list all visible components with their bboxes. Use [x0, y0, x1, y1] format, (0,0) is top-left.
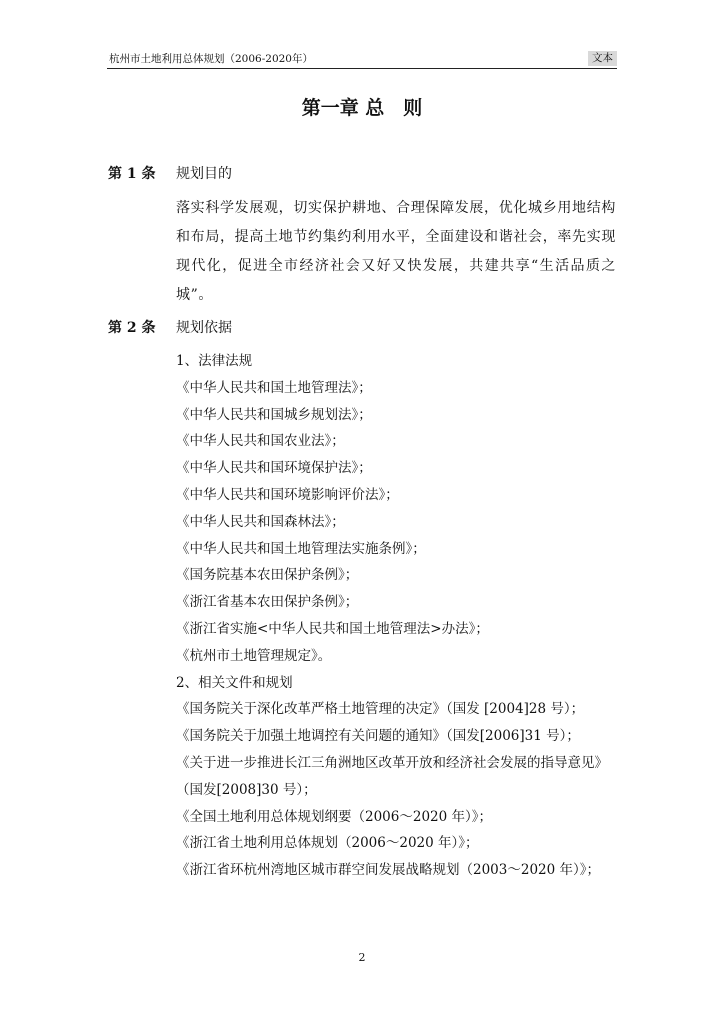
article-2-title: 规划依据 [176, 320, 232, 336]
running-header [107, 52, 617, 69]
page-number: 2 [358, 951, 366, 964]
list-item: 《国务院关于深化改革严格土地管理的决定》（国发 [2004]28 号）； [176, 701, 585, 718]
list-item: 《中华人民共和国环境影响评价法》； [176, 486, 399, 503]
list-item: 《中华人民共和国土地管理法》； [176, 379, 372, 396]
list-item: 2、相关文件和规划 [176, 674, 293, 691]
list-item: 《关于进一步推进长江三角洲地区改革开放和经济社会发展的指导意见》（国发[2008]30 号）； [176, 754, 608, 798]
article-1-paragraph: 落实科学发展观，切实保护耕地、合理保障发展，优化城乡用地结构和布局，提高土地节约集约利用水平，全面建设和谐社会，率先实现现代化，促进全市经济社会又好又快发展，共建共享“生活品质之城”。 [176, 200, 616, 303]
list-item: 1、法律法规 [176, 353, 253, 369]
article-1-title: 规划目的 [176, 166, 232, 182]
chapter-title [0, 96, 724, 120]
list-item: 《全国土地利用总体规划纲要（2006～2020 年）》； [176, 808, 493, 825]
list-item: 《国务院基本农田保护条例》； [176, 567, 359, 584]
list-item: 《中华人民共和国环境保护法》； [176, 460, 372, 477]
article-1-number: 第 1 条 [108, 166, 156, 182]
list-item: 《国务院关于加强土地调控有关问题的通知》（国发[2006]31 号）； [176, 728, 580, 745]
header-title: 杭州市土地利用总体规划（2006-2020年） [109, 53, 313, 65]
chapter-title-text: 第一章 总 则 [301, 97, 423, 119]
list-item: 《中华人民共和国城乡规划法》； [176, 406, 372, 423]
list-item: 《中华人民共和国森林法》； [176, 513, 345, 530]
basis-list [176, 348, 621, 884]
list-item: 《浙江省土地利用总体规划（2006～2020 年）》； [176, 835, 479, 852]
header-tag: 文本 [588, 51, 617, 66]
list-item: 《浙江省基本农田保护条例》； [176, 594, 359, 611]
list-item: 《中华人民共和国农业法》； [176, 433, 345, 450]
list-item: 《杭州市土地管理规定》。 [176, 647, 332, 664]
article-2-number: 第 2 条 [108, 320, 156, 336]
list-item: 《中华人民共和国土地管理法实施条例》； [176, 540, 426, 557]
list-item: 《浙江省实施<中华人民共和国土地管理法>办法》； [176, 620, 489, 637]
list-item: 《浙江省环杭州湾地区城市群空间发展战略规划（2003～2020 年）》； [176, 862, 601, 879]
